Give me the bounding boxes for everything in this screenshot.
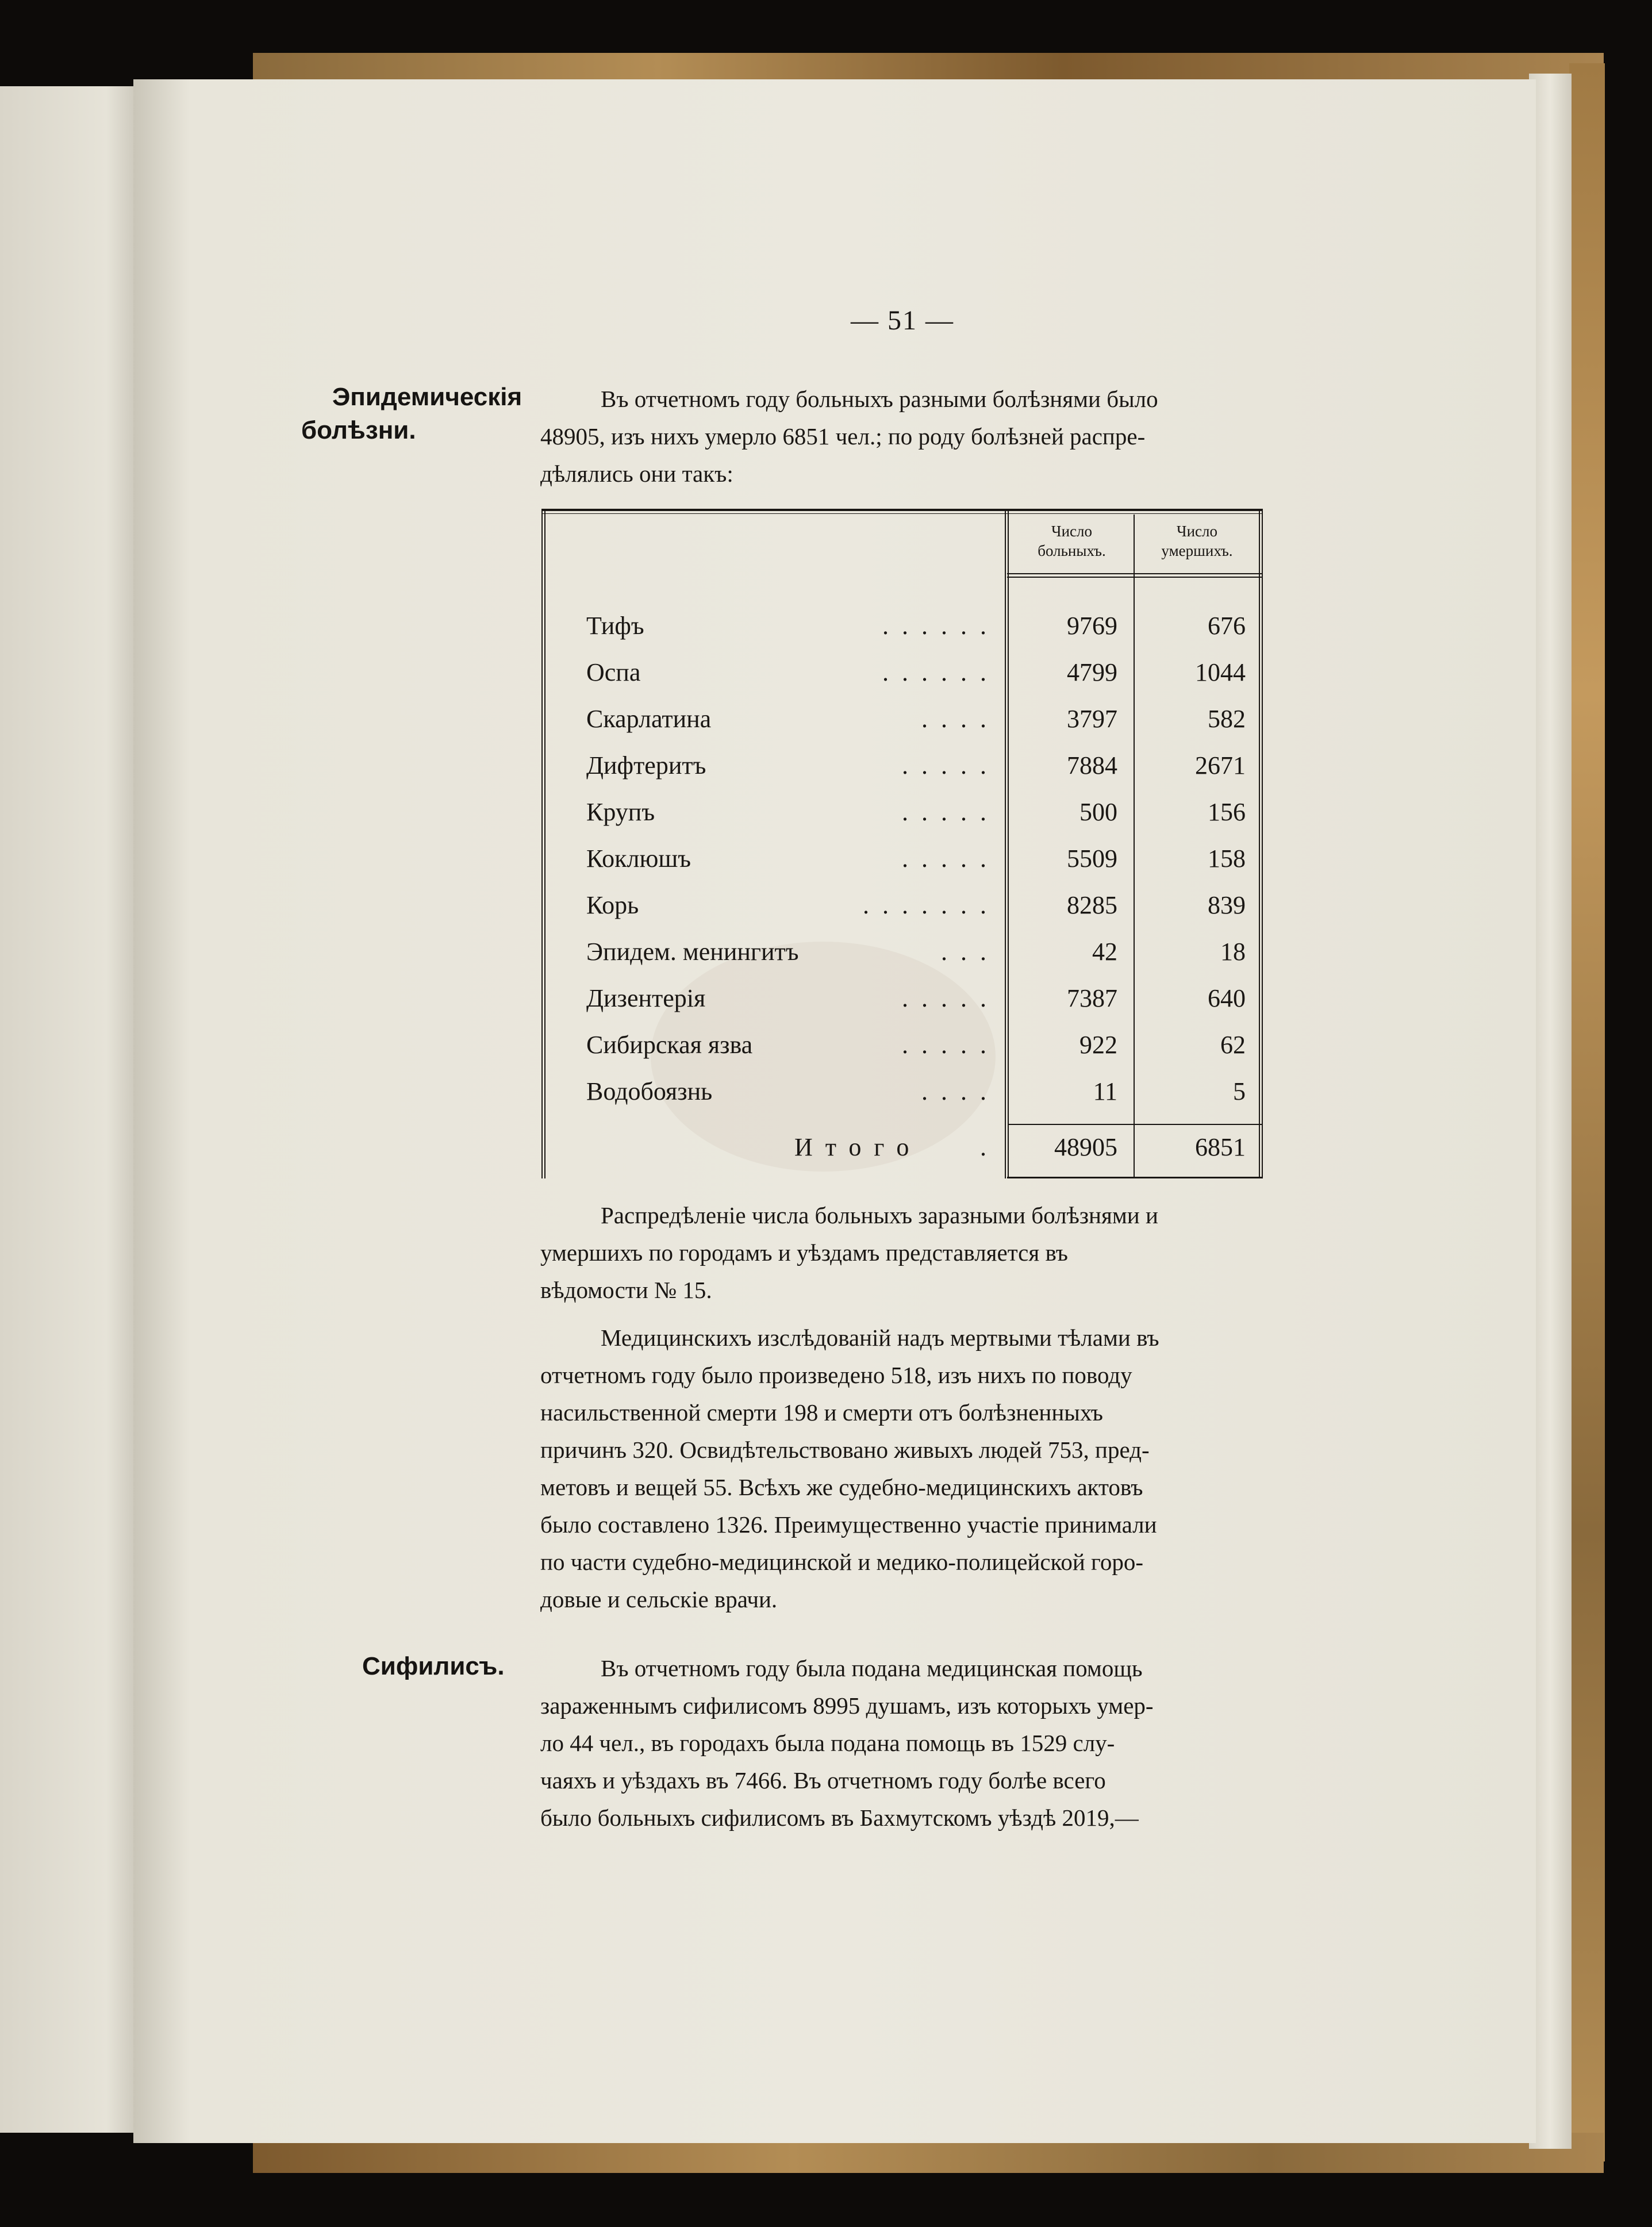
table-row xyxy=(541,885,1262,931)
page-number: — 51 — xyxy=(851,305,954,336)
margin-heading-line: болѣзни. xyxy=(301,416,416,444)
disease-name: Сибирская язва xyxy=(586,1031,753,1059)
dead-count: 18 xyxy=(1220,938,1246,966)
disease-name: Дифтеритъ xyxy=(586,751,706,780)
text-line: дѣлялись они такъ: xyxy=(540,460,733,487)
table-row xyxy=(541,931,1262,977)
table-sum-rule xyxy=(1008,1124,1262,1125)
sick-count: 8285 xyxy=(1067,891,1117,919)
sick-count: 922 xyxy=(1079,1031,1117,1059)
text-line: Распредѣленіе числа больныхъ заразными болѣзнями и xyxy=(601,1202,1158,1228)
text-line: вѣдомости № 15. xyxy=(540,1277,712,1303)
disease-name: Коклюшъ xyxy=(586,844,691,873)
leader-dots: . . . . xyxy=(921,705,990,733)
leader-dots: . . . . . xyxy=(902,844,990,873)
dead-count: 582 xyxy=(1208,705,1246,733)
table-row xyxy=(541,1024,1262,1070)
sick-count: 11 xyxy=(1093,1077,1117,1105)
dead-count: 839 xyxy=(1208,891,1246,919)
margin-heading-line: Эпидемическія xyxy=(332,383,523,411)
sick-count: 7387 xyxy=(1067,984,1117,1012)
disease-name: Тифъ xyxy=(586,612,644,640)
disease-name: Крупъ xyxy=(586,798,655,826)
leader-dots: . . . . . . xyxy=(882,658,990,686)
text-line: ло 44 чел., въ городахъ была подана помощь въ 1529 слу- xyxy=(540,1730,1115,1756)
text-line: довые и сельскіе врачи. xyxy=(540,1586,778,1612)
disease-name: Оспа xyxy=(586,658,641,686)
column-header-dead xyxy=(1135,521,1259,560)
leader-dots: . . . . . xyxy=(902,1031,990,1059)
text-line: зараженнымъ сифилисомъ 8995 душамъ, изъ которыхъ умер- xyxy=(540,1692,1154,1719)
text-line: метовъ и вещей 55. Всѣхъ же судебно-медицинскихъ актовъ xyxy=(540,1474,1143,1500)
dead-count: 62 xyxy=(1220,1031,1246,1059)
text-line: 48905, изъ нихъ умерло 6851 чел.; по роду болѣзней распре- xyxy=(540,423,1146,450)
table-row xyxy=(541,838,1262,884)
text-line: чаяхъ и уѣздахъ въ 7466. Въ отчетномъ году болѣе всего xyxy=(540,1767,1106,1794)
margin-heading-epidemic xyxy=(301,381,523,447)
leader-dots: . . . . . . . xyxy=(863,891,990,919)
dead-count: 1044 xyxy=(1195,658,1246,686)
table-row xyxy=(541,978,1262,1024)
dead-count: 156 xyxy=(1208,798,1246,826)
text-line: умершихъ по городамъ и уѣздамъ представляется въ xyxy=(540,1239,1068,1266)
text-line: Медицинскихъ изслѣдованій надъ мертвыми тѣлами въ xyxy=(601,1324,1159,1351)
leader-dots: . . . xyxy=(941,938,990,966)
sick-count: 500 xyxy=(1079,798,1117,826)
table-row xyxy=(541,745,1262,791)
leader-dots: . xyxy=(980,1133,990,1161)
table-row xyxy=(541,792,1262,838)
dead-count: 640 xyxy=(1208,984,1246,1012)
sick-count: 5509 xyxy=(1067,844,1117,873)
table-bottom-rule xyxy=(1007,1177,1262,1178)
disease-table xyxy=(541,509,1262,1178)
leader-dots: . . . . xyxy=(921,1077,990,1105)
table-row xyxy=(541,652,1262,698)
distribution-paragraph xyxy=(540,1197,1265,1309)
table-row xyxy=(541,698,1262,744)
total-dead: 6851 xyxy=(1195,1133,1246,1161)
syphilis-paragraph xyxy=(540,1650,1265,1837)
disease-name: Эпидем. менингитъ xyxy=(586,938,799,966)
column-header-sick xyxy=(1010,521,1134,560)
column-header-line: умершихъ. xyxy=(1161,542,1233,559)
sick-count: 9769 xyxy=(1067,612,1117,640)
leader-dots: . . . . . xyxy=(902,751,990,780)
text-line: насильственной смерти 198 и смерти отъ болѣзненныхъ xyxy=(540,1399,1103,1426)
leader-dots: . . . . . xyxy=(902,984,990,1012)
total-sick: 48905 xyxy=(1054,1133,1117,1161)
sick-count: 7884 xyxy=(1067,751,1117,780)
column-header-line: Число xyxy=(1177,523,1217,540)
text-line: отчетномъ году было произведено 518, изъ нихъ по поводу xyxy=(540,1362,1132,1388)
book-cover-right-edge xyxy=(1569,63,1605,2161)
dead-count: 158 xyxy=(1208,844,1246,873)
intro-paragraph xyxy=(540,381,1265,493)
table-header-rule xyxy=(1007,573,1262,578)
text-line: по части судебно-медицинской и медико-полицейской горо- xyxy=(540,1549,1144,1575)
dead-count: 676 xyxy=(1208,612,1246,640)
dead-count: 5 xyxy=(1233,1077,1246,1105)
leader-dots: . . . . . xyxy=(902,798,990,826)
table-total-row xyxy=(541,1127,1262,1173)
disease-name: Дизентерія xyxy=(586,984,706,1012)
disease-name: Водобоязнь xyxy=(586,1077,713,1105)
table-row xyxy=(541,1071,1262,1117)
sick-count: 42 xyxy=(1092,938,1117,966)
text-line: было больныхъ сифилисомъ въ Бахмутскомъ уѣздѣ 2019,— xyxy=(540,1804,1139,1831)
total-label: Итого xyxy=(794,1133,922,1161)
disease-name: Корь xyxy=(586,891,639,919)
dead-count: 2671 xyxy=(1195,751,1246,780)
column-header-line: Число xyxy=(1051,523,1092,540)
text-line: Въ отчетномъ году больныхъ разными болѣзнями было xyxy=(601,386,1158,412)
text-line: причинъ 320. Освидѣтельствовано живыхъ людей 753, пред- xyxy=(540,1437,1150,1463)
forensic-paragraph xyxy=(540,1319,1265,1618)
column-header-line: больныхъ. xyxy=(1038,542,1106,559)
table-top-rule xyxy=(541,509,1262,514)
leader-dots: . . . . . . xyxy=(882,612,990,640)
disease-name: Скарлатина xyxy=(586,705,712,733)
text-line: Въ отчетномъ году была подана медицинская помощь xyxy=(601,1655,1143,1681)
facing-page-edge xyxy=(0,86,133,2133)
sick-count: 3797 xyxy=(1067,705,1117,733)
sick-count: 4799 xyxy=(1067,658,1117,686)
table-row xyxy=(541,605,1262,651)
text-line: было составлено 1326. Преимущественно участіе принимали xyxy=(540,1511,1157,1538)
margin-heading-syphilis: Сифилисъ. xyxy=(362,1652,505,1680)
